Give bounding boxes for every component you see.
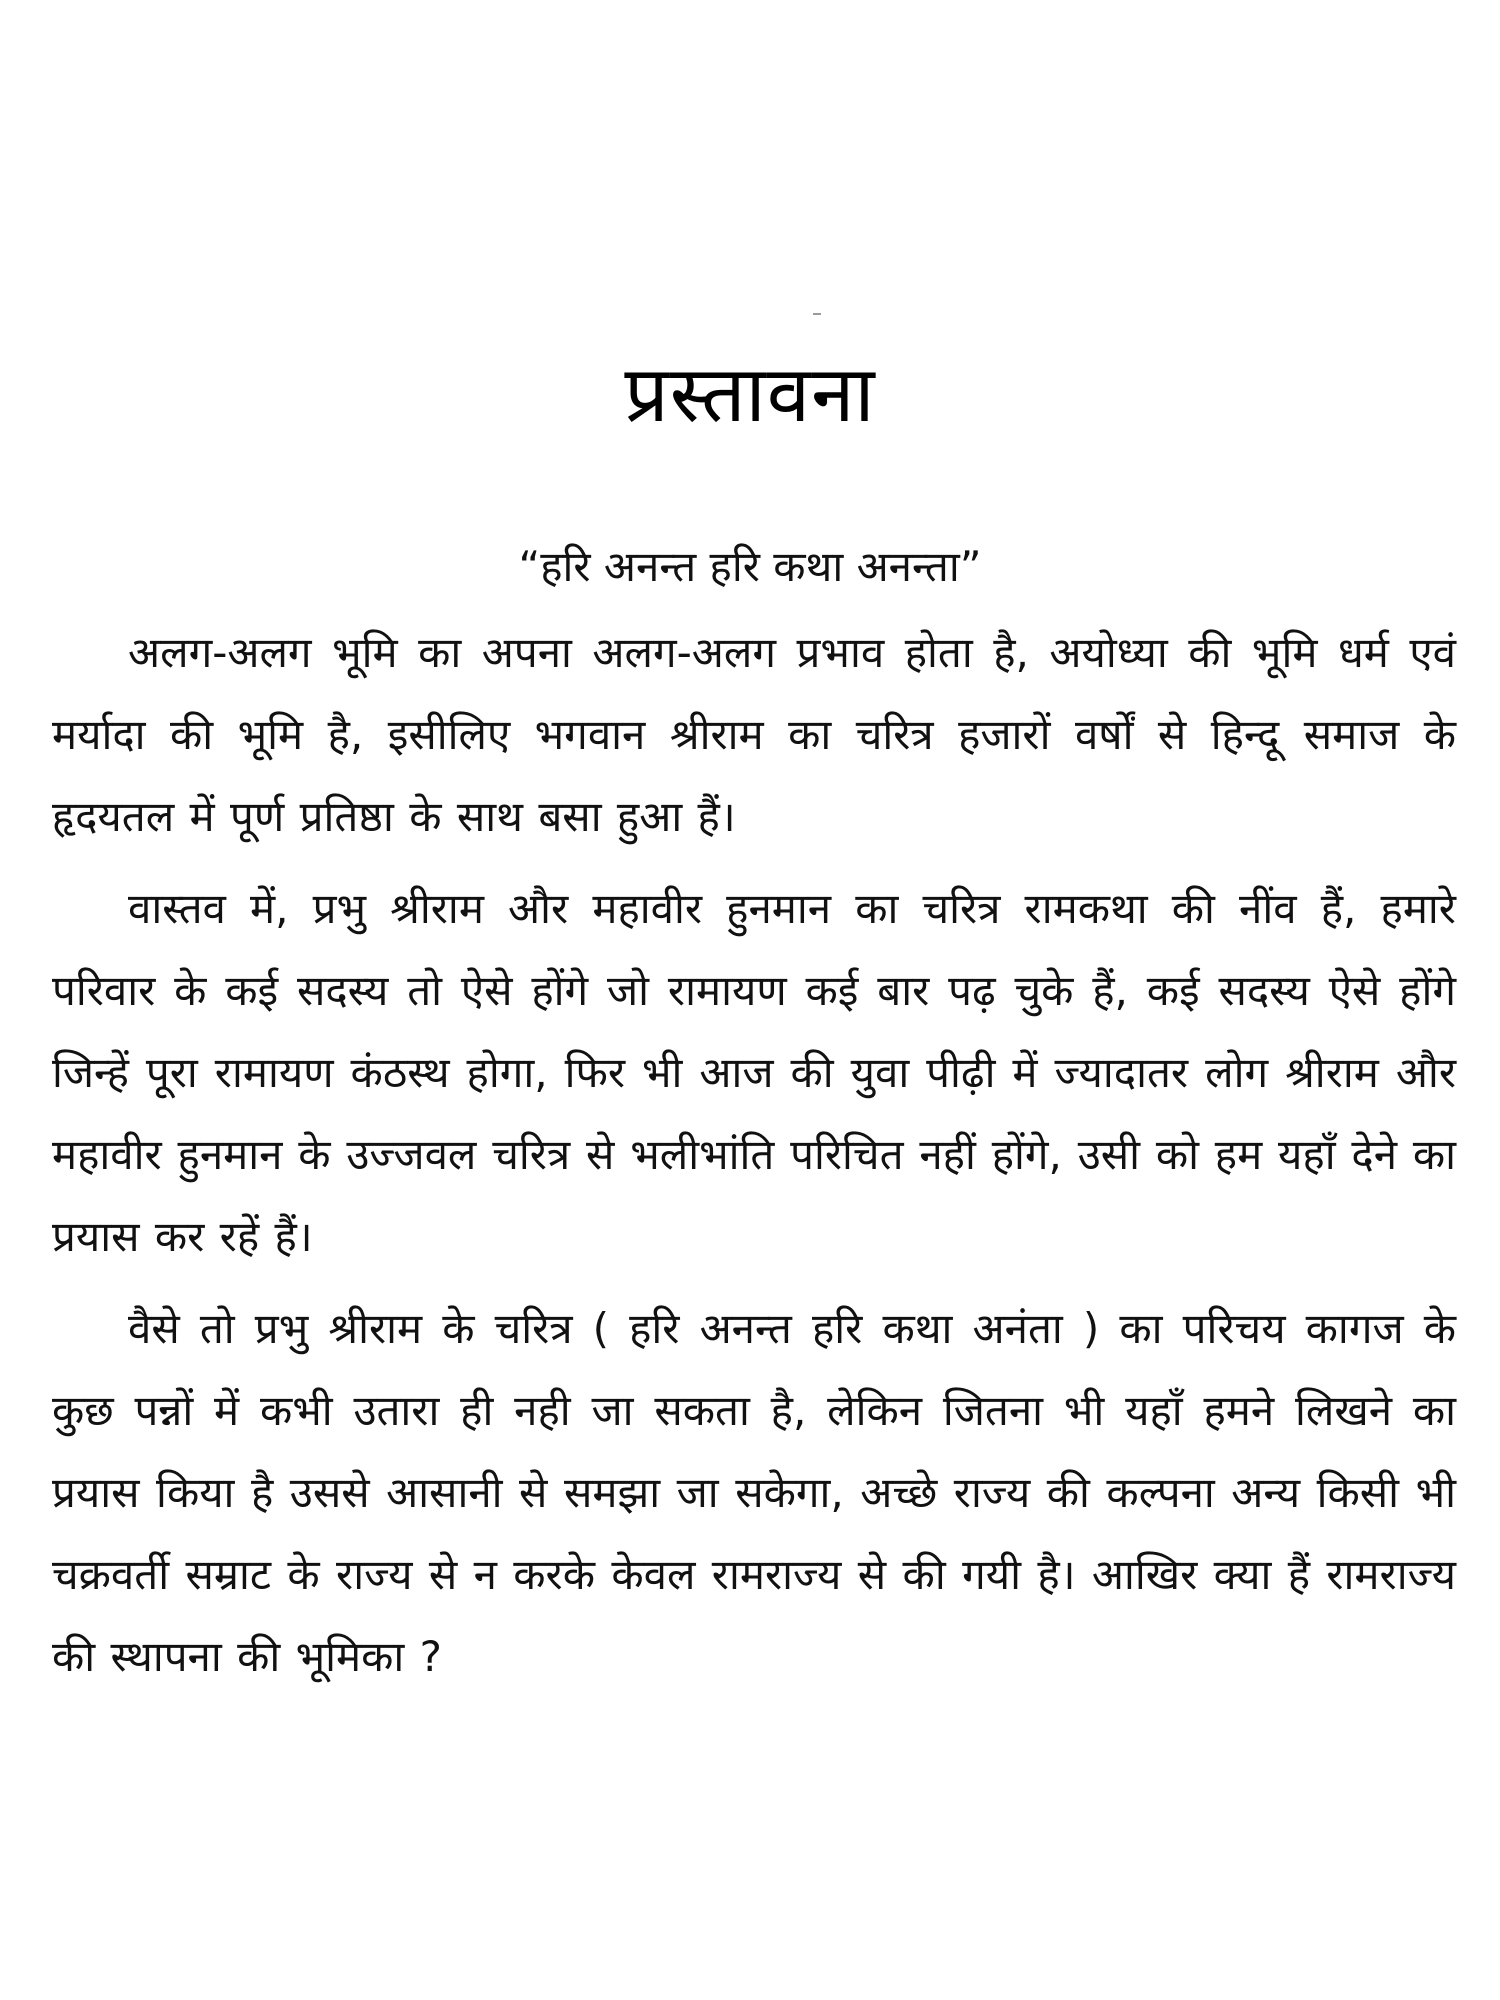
print-speck	[813, 313, 821, 315]
paragraph-3: वैसे तो प्रभु श्रीराम के चरित्र ( हरि अनन्त हरि कथा अनंता ) का परिचय कागज के कुछ पन्नों में कभी उतारा ही नही जा सकता है, लेकिन जितना भी यहाँ हमने लिखने का प्रयास किया है उससे आसानी से समझा जा सकेगा, अच्छे राज्य की कल्पना अन्य किसी भी चक्रवर्ती सम्राट के राज्य से न करके केवल रामराज्य से की गयी है। आखिर क्या हैं रामराज्य की स्थापना की भूमिका ?	[52, 1304, 1456, 1681]
paragraph-2: वास्तव में, प्रभु श्रीराम और महावीर हुनमान का चरित्र रामकथा की नींव हैं, हमारे परिवार के कई सदस्य तो ऐसे होंगे जो रामायण कई बार पढ़ चुके हैं, कई सदस्य ऐसे होंगे जिन्हें पूरा रामायण कंठस्थ होगा, फिर भी आज की युवा पीढ़ी में ज्यादातर लोग श्रीराम और महावीर हुनमान के उज्जवल चरित्र से भलीभांति परिचित नहीं होंगे, उसी को हम यहाँ देने का प्रयास कर रहें हैं।	[52, 884, 1456, 1261]
epigraph-quote: “हरि अनन्त हरि कथा अनन्ता”	[518, 542, 982, 591]
paragraph-1: अलग-अलग भूमि का अपना अलग-अलग प्रभाव होता है, अयोध्या की भूमि धर्म एवं मर्यादा की भूमि है, इसीलिए भगवान श्रीराम का चरित्र हजारों वर्षों से हिन्दू समाज के हृदयतल में पूर्ण प्रतिष्ठा के साथ बसा हुआ हैं।	[52, 628, 1456, 841]
body-text	[52, 612, 1456, 1706]
page-title: प्रस्तावना	[624, 350, 876, 440]
